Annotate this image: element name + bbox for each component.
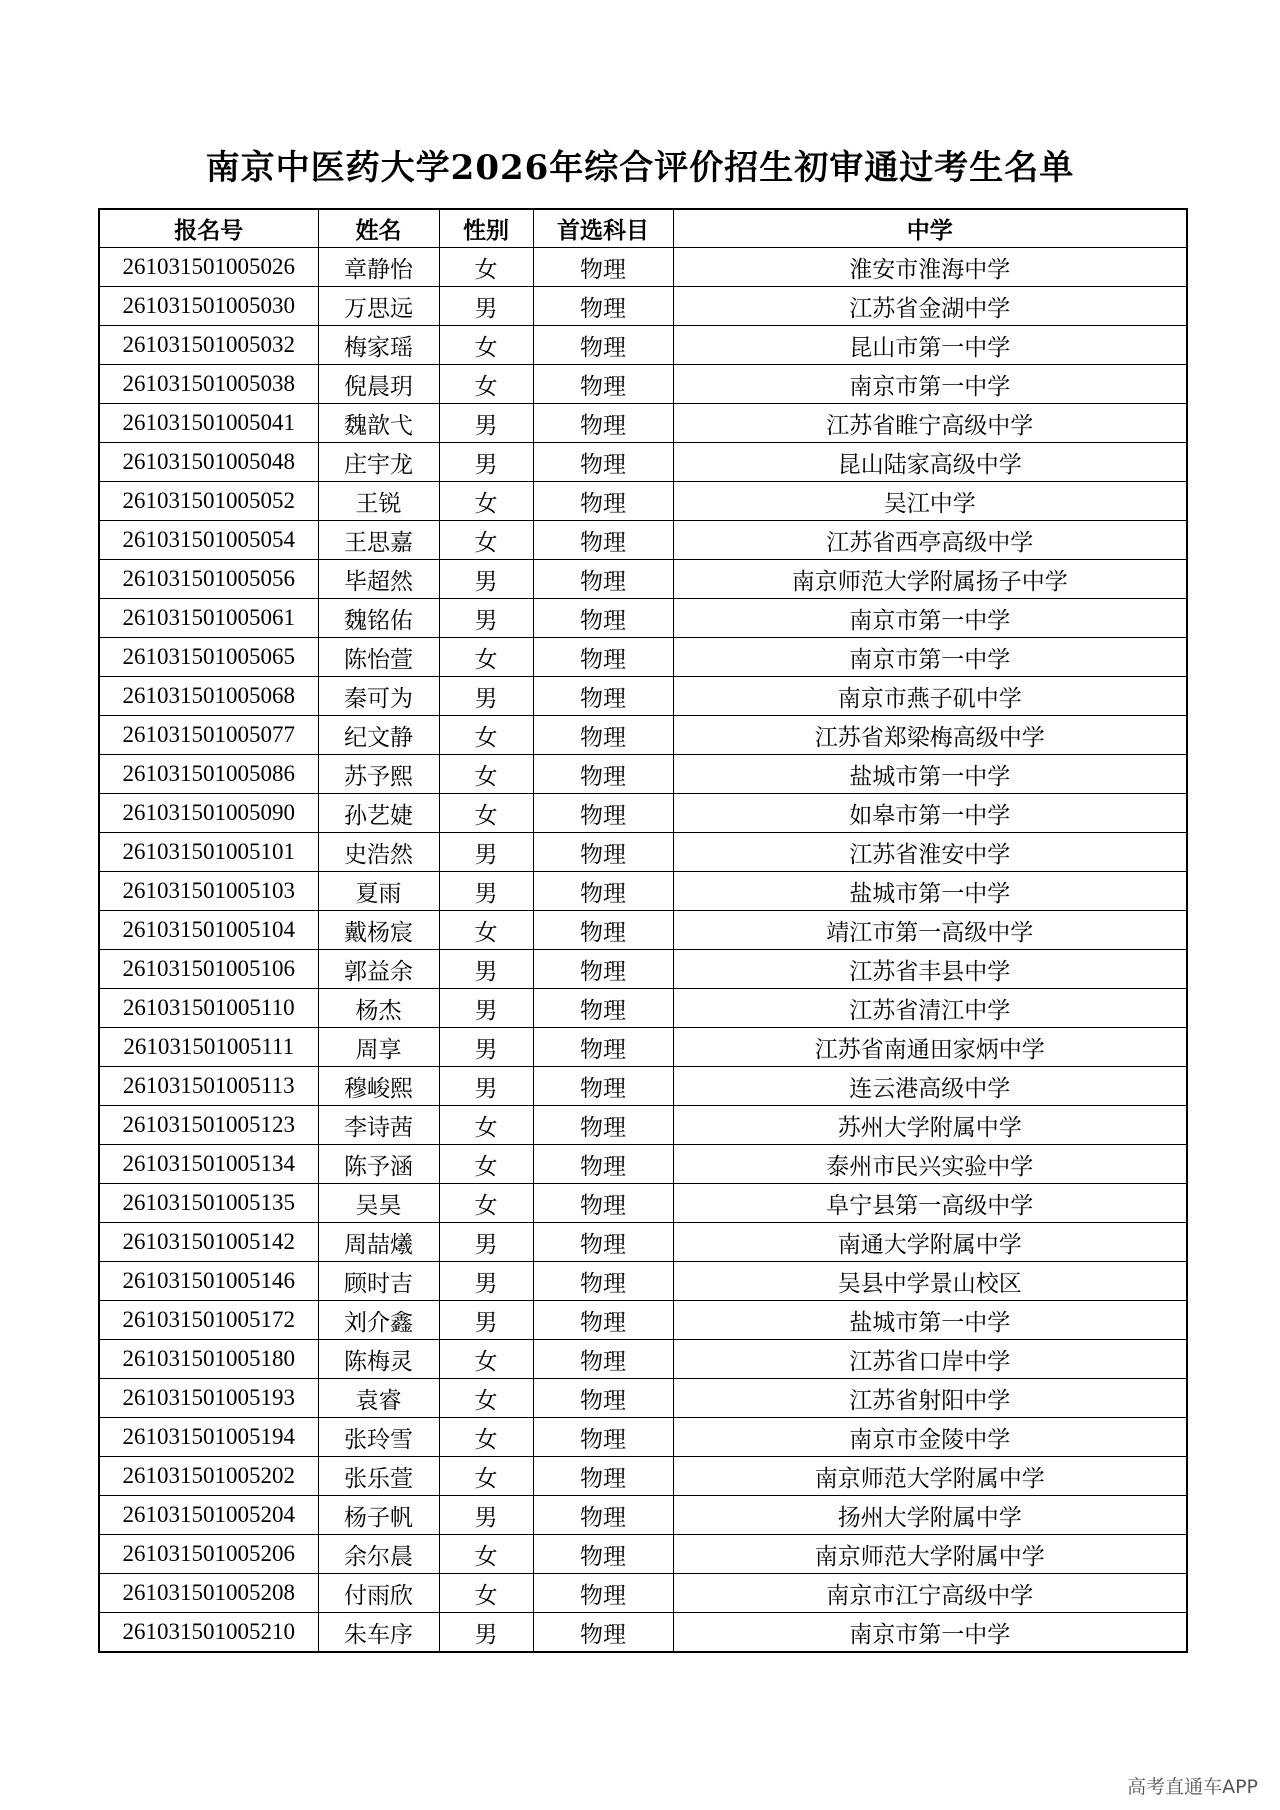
registration-no-cell: 261031501005056: [99, 560, 318, 599]
registration-no-cell: 261031501005123: [99, 1106, 318, 1145]
school-cell: 南京市江宁高级中学: [673, 1574, 1187, 1613]
school-cell: 南京市第一中学: [673, 638, 1187, 677]
registration-no-cell: 261031501005180: [99, 1340, 318, 1379]
name-cell: 郭益余: [318, 950, 439, 989]
name-cell: 万思远: [318, 287, 439, 326]
name-cell: 杨子帆: [318, 1496, 439, 1535]
gender-cell: 男: [439, 950, 533, 989]
registration-no-cell: 261031501005206: [99, 1535, 318, 1574]
table-row: [99, 1457, 1187, 1496]
name-cell: 梅家瑶: [318, 326, 439, 365]
app-watermark: 高考直通车APP: [1127, 1776, 1258, 1798]
name-cell: 杨杰: [318, 989, 439, 1028]
subject-cell: 物理: [533, 1184, 673, 1223]
subject-cell: 物理: [533, 833, 673, 872]
registration-no-cell: 261031501005101: [99, 833, 318, 872]
school-cell: 南京师范大学附属扬子中学: [673, 560, 1187, 599]
table-row: [99, 794, 1187, 833]
document-title: 南京中医药大学2026年综合评价招生初审通过考生名单: [205, 148, 1075, 188]
subject-cell: 物理: [533, 1106, 673, 1145]
table-row: [99, 677, 1187, 716]
registration-no-cell: 261031501005030: [99, 287, 318, 326]
gender-cell: 男: [439, 1262, 533, 1301]
name-cell: 周喆爔: [318, 1223, 439, 1262]
subject-cell: 物理: [533, 404, 673, 443]
table-row: [99, 326, 1187, 365]
subject-cell: 物理: [533, 755, 673, 794]
gender-cell: 男: [439, 599, 533, 638]
school-cell: 江苏省清江中学: [673, 989, 1187, 1028]
gender-cell: 女: [439, 1340, 533, 1379]
name-cell: 周享: [318, 1028, 439, 1067]
registration-no-cell: 261031501005202: [99, 1457, 318, 1496]
gender-cell: 男: [439, 1301, 533, 1340]
school-cell: 南京市金陵中学: [673, 1418, 1187, 1457]
gender-cell: 女: [439, 911, 533, 950]
table-row: [99, 1379, 1187, 1418]
school-cell: 南京市第一中学: [673, 365, 1187, 404]
name-cell: 秦可为: [318, 677, 439, 716]
table-row: [99, 755, 1187, 794]
gender-cell: 女: [439, 716, 533, 755]
table-row: [99, 911, 1187, 950]
registration-no-cell: 261031501005142: [99, 1223, 318, 1262]
subject-cell: 物理: [533, 1418, 673, 1457]
gender-cell: 男: [439, 560, 533, 599]
name-cell: 余尔晨: [318, 1535, 439, 1574]
school-cell: 苏州大学附属中学: [673, 1106, 1187, 1145]
school-cell: 南通大学附属中学: [673, 1223, 1187, 1262]
name-cell: 倪晨玥: [318, 365, 439, 404]
table-row: [99, 365, 1187, 404]
subject-cell: 物理: [533, 1496, 673, 1535]
table-row: [99, 872, 1187, 911]
table-row: [99, 482, 1187, 521]
registration-no-cell: 261031501005110: [99, 989, 318, 1028]
name-cell: 张玲雪: [318, 1418, 439, 1457]
name-cell: 刘介鑫: [318, 1301, 439, 1340]
name-cell: 陈梅灵: [318, 1340, 439, 1379]
column-header-registration-no: 报名号: [99, 209, 318, 248]
gender-cell: 男: [439, 1067, 533, 1106]
registration-no-cell: 261031501005204: [99, 1496, 318, 1535]
registration-no-cell: 261031501005052: [99, 482, 318, 521]
subject-cell: 物理: [533, 1535, 673, 1574]
registration-no-cell: 261031501005172: [99, 1301, 318, 1340]
gender-cell: 女: [439, 794, 533, 833]
registration-no-cell: 261031501005048: [99, 443, 318, 482]
name-cell: 纪文静: [318, 716, 439, 755]
registration-no-cell: 261031501005041: [99, 404, 318, 443]
school-cell: 吴江中学: [673, 482, 1187, 521]
registration-no-cell: 261031501005026: [99, 248, 318, 287]
registration-no-cell: 261031501005086: [99, 755, 318, 794]
table-row: [99, 404, 1187, 443]
table-body: [99, 248, 1187, 1653]
subject-cell: 物理: [533, 1613, 673, 1653]
gender-cell: 男: [439, 677, 533, 716]
school-cell: 吴县中学景山校区: [673, 1262, 1187, 1301]
school-cell: 盐城市第一中学: [673, 755, 1187, 794]
subject-cell: 物理: [533, 1145, 673, 1184]
school-cell: 昆山市第一中学: [673, 326, 1187, 365]
name-cell: 毕超然: [318, 560, 439, 599]
table-row: [99, 950, 1187, 989]
name-cell: 陈予涵: [318, 1145, 439, 1184]
name-cell: 庄宇龙: [318, 443, 439, 482]
subject-cell: 物理: [533, 599, 673, 638]
gender-cell: 男: [439, 1223, 533, 1262]
school-cell: 靖江市第一高级中学: [673, 911, 1187, 950]
school-cell: 江苏省淮安中学: [673, 833, 1187, 872]
gender-cell: 女: [439, 326, 533, 365]
name-cell: 付雨欣: [318, 1574, 439, 1613]
subject-cell: 物理: [533, 1379, 673, 1418]
school-cell: 连云港高级中学: [673, 1067, 1187, 1106]
table-row: [99, 599, 1187, 638]
school-cell: 南京师范大学附属中学: [673, 1535, 1187, 1574]
table-header-row: [99, 209, 1187, 248]
gender-cell: 男: [439, 443, 533, 482]
subject-cell: 物理: [533, 248, 673, 287]
school-cell: 如皋市第一中学: [673, 794, 1187, 833]
school-cell: 江苏省射阳中学: [673, 1379, 1187, 1418]
column-header-school: 中学: [673, 209, 1187, 248]
table-row: [99, 1418, 1187, 1457]
gender-cell: 女: [439, 482, 533, 521]
subject-cell: 物理: [533, 989, 673, 1028]
name-cell: 夏雨: [318, 872, 439, 911]
gender-cell: 男: [439, 1028, 533, 1067]
gender-cell: 女: [439, 1457, 533, 1496]
table-row: [99, 1145, 1187, 1184]
table-row: [99, 1496, 1187, 1535]
name-cell: 袁睿: [318, 1379, 439, 1418]
registration-no-cell: 261031501005113: [99, 1067, 318, 1106]
gender-cell: 女: [439, 365, 533, 404]
school-cell: 昆山陆家高级中学: [673, 443, 1187, 482]
name-cell: 史浩然: [318, 833, 439, 872]
registration-no-cell: 261031501005135: [99, 1184, 318, 1223]
table-row: [99, 521, 1187, 560]
school-cell: 淮安市淮海中学: [673, 248, 1187, 287]
name-cell: 王锐: [318, 482, 439, 521]
registration-no-cell: 261031501005193: [99, 1379, 318, 1418]
registration-no-cell: 261031501005054: [99, 521, 318, 560]
subject-cell: 物理: [533, 1340, 673, 1379]
subject-cell: 物理: [533, 1457, 673, 1496]
name-cell: 魏歆弋: [318, 404, 439, 443]
subject-cell: 物理: [533, 872, 673, 911]
school-cell: 泰州市民兴实验中学: [673, 1145, 1187, 1184]
school-cell: 江苏省丰县中学: [673, 950, 1187, 989]
column-header-subject: 首选科目: [533, 209, 673, 248]
registration-no-cell: 261031501005038: [99, 365, 318, 404]
name-cell: 穆峻熙: [318, 1067, 439, 1106]
column-header-name: 姓名: [318, 209, 439, 248]
subject-cell: 物理: [533, 677, 673, 716]
gender-cell: 女: [439, 521, 533, 560]
subject-cell: 物理: [533, 794, 673, 833]
registration-no-cell: 261031501005065: [99, 638, 318, 677]
subject-cell: 物理: [533, 638, 673, 677]
table-row: [99, 248, 1187, 287]
registration-no-cell: 261031501005090: [99, 794, 318, 833]
subject-cell: 物理: [533, 521, 673, 560]
table-row: [99, 287, 1187, 326]
subject-cell: 物理: [533, 950, 673, 989]
registration-no-cell: 261031501005111: [99, 1028, 318, 1067]
subject-cell: 物理: [533, 1301, 673, 1340]
candidate-table: [98, 208, 1188, 1653]
registration-no-cell: 261031501005104: [99, 911, 318, 950]
gender-cell: 男: [439, 287, 533, 326]
school-cell: 江苏省金湖中学: [673, 287, 1187, 326]
school-cell: 盐城市第一中学: [673, 1301, 1187, 1340]
registration-no-cell: 261031501005068: [99, 677, 318, 716]
school-cell: 扬州大学附属中学: [673, 1496, 1187, 1535]
gender-cell: 女: [439, 1418, 533, 1457]
name-cell: 戴杨宸: [318, 911, 439, 950]
name-cell: 李诗茜: [318, 1106, 439, 1145]
registration-no-cell: 261031501005106: [99, 950, 318, 989]
subject-cell: 物理: [533, 716, 673, 755]
school-cell: 阜宁县第一高级中学: [673, 1184, 1187, 1223]
subject-cell: 物理: [533, 443, 673, 482]
registration-no-cell: 261031501005103: [99, 872, 318, 911]
subject-cell: 物理: [533, 287, 673, 326]
gender-cell: 女: [439, 1184, 533, 1223]
subject-cell: 物理: [533, 911, 673, 950]
school-cell: 南京师范大学附属中学: [673, 1457, 1187, 1496]
gender-cell: 女: [439, 1106, 533, 1145]
gender-cell: 女: [439, 1574, 533, 1613]
subject-cell: 物理: [533, 482, 673, 521]
table-row: [99, 1301, 1187, 1340]
name-cell: 魏铭佑: [318, 599, 439, 638]
table-row: [99, 1028, 1187, 1067]
subject-cell: 物理: [533, 1028, 673, 1067]
school-cell: 南京市第一中学: [673, 1613, 1187, 1653]
table-row: [99, 1067, 1187, 1106]
table-row: [99, 833, 1187, 872]
name-cell: 陈怡萱: [318, 638, 439, 677]
name-cell: 章静怡: [318, 248, 439, 287]
school-cell: 江苏省口岸中学: [673, 1340, 1187, 1379]
name-cell: 孙艺婕: [318, 794, 439, 833]
registration-no-cell: 261031501005146: [99, 1262, 318, 1301]
school-cell: 江苏省郑梁梅高级中学: [673, 716, 1187, 755]
name-cell: 苏予熙: [318, 755, 439, 794]
name-cell: 吴昊: [318, 1184, 439, 1223]
gender-cell: 男: [439, 833, 533, 872]
table-row: [99, 443, 1187, 482]
table-row: [99, 1340, 1187, 1379]
table-row: [99, 560, 1187, 599]
subject-cell: 物理: [533, 1574, 673, 1613]
table-row: [99, 716, 1187, 755]
table-row: [99, 638, 1187, 677]
column-header-gender: 性别: [439, 209, 533, 248]
gender-cell: 男: [439, 1613, 533, 1653]
registration-no-cell: 261031501005077: [99, 716, 318, 755]
registration-no-cell: 261031501005208: [99, 1574, 318, 1613]
gender-cell: 男: [439, 1496, 533, 1535]
name-cell: 张乐萱: [318, 1457, 439, 1496]
subject-cell: 物理: [533, 1067, 673, 1106]
table-row: [99, 1223, 1187, 1262]
gender-cell: 女: [439, 1145, 533, 1184]
gender-cell: 男: [439, 989, 533, 1028]
table-row: [99, 1613, 1187, 1653]
gender-cell: 男: [439, 404, 533, 443]
gender-cell: 女: [439, 638, 533, 677]
gender-cell: 女: [439, 755, 533, 794]
gender-cell: 男: [439, 872, 533, 911]
table-row: [99, 989, 1187, 1028]
table-row: [99, 1262, 1187, 1301]
table-row: [99, 1106, 1187, 1145]
school-cell: 江苏省睢宁高级中学: [673, 404, 1187, 443]
subject-cell: 物理: [533, 560, 673, 599]
gender-cell: 女: [439, 1379, 533, 1418]
registration-no-cell: 261031501005210: [99, 1613, 318, 1653]
subject-cell: 物理: [533, 365, 673, 404]
school-cell: 江苏省南通田家炳中学: [673, 1028, 1187, 1067]
gender-cell: 女: [439, 248, 533, 287]
name-cell: 顾时吉: [318, 1262, 439, 1301]
subject-cell: 物理: [533, 1223, 673, 1262]
table-row: [99, 1574, 1187, 1613]
school-cell: 南京市第一中学: [673, 599, 1187, 638]
gender-cell: 女: [439, 1535, 533, 1574]
registration-no-cell: 261031501005134: [99, 1145, 318, 1184]
registration-no-cell: 261031501005032: [99, 326, 318, 365]
subject-cell: 物理: [533, 1262, 673, 1301]
table-row: [99, 1535, 1187, 1574]
subject-cell: 物理: [533, 326, 673, 365]
registration-no-cell: 261031501005061: [99, 599, 318, 638]
school-cell: 南京市燕子矶中学: [673, 677, 1187, 716]
name-cell: 朱车序: [318, 1613, 439, 1653]
school-cell: 江苏省西亭高级中学: [673, 521, 1187, 560]
registration-no-cell: 261031501005194: [99, 1418, 318, 1457]
name-cell: 王思嘉: [318, 521, 439, 560]
table-row: [99, 1184, 1187, 1223]
school-cell: 盐城市第一中学: [673, 872, 1187, 911]
